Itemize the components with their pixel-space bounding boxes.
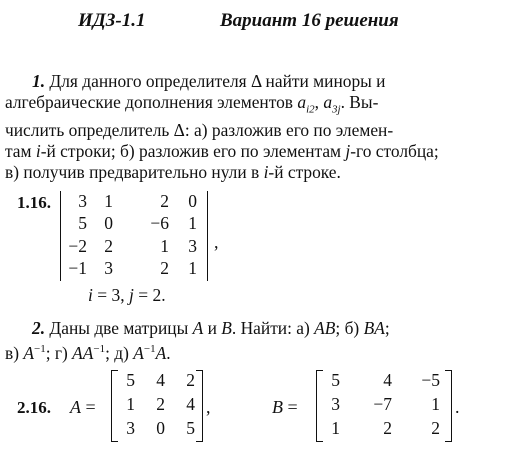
task2-line-1: 2. Даны две матрицы A и B. Найти: а) AB; б) BA; <box>32 318 390 338</box>
matrix-cell: 3 <box>188 236 197 256</box>
matrix-b-right-bracket <box>445 370 452 442</box>
matrix-cell: 5 <box>78 213 87 233</box>
matrix-cell: 1 <box>188 213 197 233</box>
matrix-cell: 5 <box>186 418 195 438</box>
example-2-label: 2.16. <box>17 398 51 417</box>
matrix-a <box>111 370 203 442</box>
matrix-cell: 1 <box>331 418 340 438</box>
determinant-condition: i = 3, j = 2. <box>88 285 166 305</box>
variant-title: Вариант 16 решения <box>220 10 399 31</box>
matrix-a-trailing-comma: , <box>206 397 211 417</box>
matrix-a-name: A = <box>70 397 96 417</box>
task1-number: 1. <box>32 71 46 91</box>
matrix-a-right-bracket <box>196 370 203 442</box>
matrix-cell: 1 <box>431 394 440 414</box>
matrix-cell: 4 <box>156 370 165 390</box>
matrix-cell: −6 <box>150 213 169 233</box>
matrix-cell: −2 <box>68 236 87 256</box>
task2-number: 2. <box>32 318 46 338</box>
matrix-cell: 2 <box>383 418 392 438</box>
matrix-cell: −1 <box>68 258 87 278</box>
determinant-trailing-comma: , <box>214 232 219 252</box>
determinant <box>60 191 208 281</box>
matrix-cell: 1 <box>126 394 135 414</box>
matrix-cell: 2 <box>431 418 440 438</box>
matrix-cell: −7 <box>373 394 392 414</box>
matrix-cell: 1 <box>188 258 197 278</box>
example-1-label: 1.16. <box>17 193 51 212</box>
matrix-cell: 5 <box>126 370 135 390</box>
matrix-b-name: B = <box>272 397 298 417</box>
matrix-cell: −5 <box>421 370 440 390</box>
task1-line-2: алгебраические дополнения элементов $a_{i2}$, $a_{3j}$. Вы- <box>5 92 379 116</box>
matrix-cell: 2 <box>156 394 165 414</box>
matrix-cell: 2 <box>104 236 113 256</box>
document-code: ИДЗ-1.1 <box>78 10 146 31</box>
task1-line-3: числить определитель Δ: а) разложив его по элемен- <box>5 120 394 141</box>
matrix-cell: 4 <box>383 370 392 390</box>
task1-line-1: 1. Для данного определителя Δ найти миноры и <box>32 71 386 91</box>
task1-paragraph <box>5 71 517 183</box>
matrix-cell: 3 <box>126 418 135 438</box>
task2-paragraph <box>5 318 520 364</box>
matrix-cell: 3 <box>78 191 87 211</box>
task1-line-5: в) получив предварительно нули в i-й строке. <box>5 162 341 183</box>
matrix-cell: 3 <box>104 258 113 278</box>
matrix-cell: 1 <box>104 191 113 211</box>
matrix-cell: 0 <box>188 191 197 211</box>
matrix-cell: 0 <box>156 418 165 438</box>
task1-line-4: там i-й строки; б) разложив его по элементам j-го столбца; <box>5 141 439 162</box>
matrix-cell: 5 <box>331 370 340 390</box>
matrix-cell: 3 <box>331 394 340 414</box>
matrix-b <box>316 370 452 442</box>
matrix-b-trailing-dot: . <box>455 397 460 417</box>
matrix-cell: 2 <box>186 370 195 390</box>
matrix-cell: 2 <box>160 191 169 211</box>
matrix-cell: 2 <box>160 258 169 278</box>
matrix-cell: 0 <box>104 213 113 233</box>
matrix-cell: 4 <box>186 394 195 414</box>
task2-line-2: в) $A^{-1}$; г) $AA^{-1}$; д) $A^{-1}A$. <box>5 342 171 363</box>
matrix-cell: 1 <box>160 236 169 256</box>
